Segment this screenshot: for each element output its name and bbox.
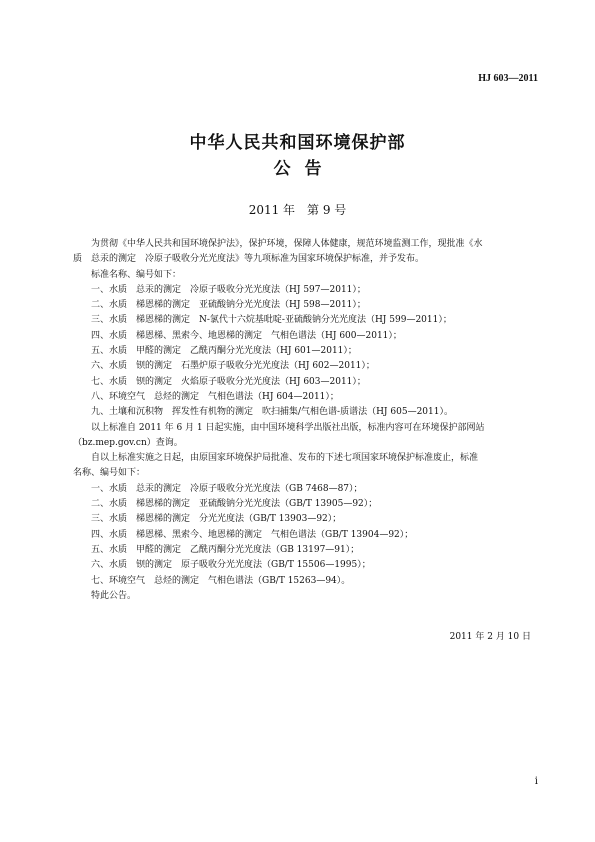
- list-item: 六、水质 钡的测定 石墨炉原子吸收分光光度法（HJ 602—2011）；: [91, 361, 375, 372]
- implementation-line: 以上标准自 2011 年 6 月 1 日起实施，由中国环境科学出版社出版，标准内容可在环境保护部网站: [91, 422, 485, 433]
- notice-body: [73, 237, 531, 604]
- closing-line: 特此公告。: [91, 590, 137, 601]
- abolished-standards-list: [73, 482, 531, 589]
- intro-line: 质 总汞的测定 冷原子吸收分光光度法》等九项标准为国家环境保护标准，并予发布。: [73, 254, 425, 265]
- list-item: 九、土壤和沉积物 挥发性有机物的测定 吹扫捕集/气相色谱-质谱法（HJ 605—2011）。: [91, 407, 453, 418]
- implementation-line: （bz.mep.gov.cn）查询。: [73, 437, 183, 448]
- list-item: 六、水质 钡的测定 原子吸收分光光度法（GB/T 15506—1995）；: [91, 560, 371, 571]
- list-item: 八、环境空气 总烃的测定 气相色谱法（HJ 604—2011）；: [91, 391, 339, 402]
- list-item: 四、水质 梯恩梯、黑索今、地恩梯的测定 气相色谱法（GB/T 13904—92）；: [91, 529, 414, 540]
- abolish-intro-line: 名称、编号如下：: [73, 468, 146, 479]
- new-standards-list: [73, 283, 531, 421]
- notice-heading: 公告: [273, 159, 336, 179]
- page-number: i: [534, 776, 538, 787]
- list-item: 五、水质 甲醛的测定 乙酰丙酮分光光度法（HJ 601—2011）；: [91, 346, 357, 357]
- notice-number: 2011 年 第 9 号: [248, 203, 347, 217]
- list-item: 七、环境空气 总烃的测定 气相色谱法（GB/T 15263—94）。: [91, 575, 351, 586]
- list-item: 五、水质 甲醛的测定 乙酰丙酮分光光度法（GB 13197—91）；: [91, 544, 360, 555]
- list-item: 二、水质 梯恩梯的测定 亚硫酸钠分光光度法（HJ 598—2011）；: [91, 300, 366, 311]
- intro-line: 标准名称、编号如下：: [91, 269, 182, 280]
- list-item: 七、水质 钡的测定 火焰原子吸收分光光度法（HJ 603—2011）；: [91, 376, 366, 387]
- list-item: 三、水质 梯恩梯的测定 N-氯代十六烷基吡啶-亚硫酸钠分光光度法（HJ 599—2011）；: [91, 315, 452, 326]
- issue-date: 2011 年 2 月 10 日: [449, 632, 531, 642]
- list-item: 一、水质 总汞的测定 冷原子吸收分光光度法（GB 7468—87）；: [91, 483, 363, 494]
- ministry-title: 中华人民共和国环境保护部: [189, 133, 406, 153]
- standard-code: HJ 603—2011: [478, 73, 538, 84]
- list-item: 一、水质 总汞的测定 冷原子吸收分光光度法（HJ 597—2011）；: [91, 284, 366, 295]
- list-item: 三、水质 梯恩梯的测定 分光光度法（GB/T 13903—92）；: [91, 514, 342, 525]
- list-item: 四、水质 梯恩梯、黑索今、地恩梯的测定 气相色谱法（HJ 600—2011）；: [91, 330, 402, 341]
- intro-line: 为贯彻《中华人民共和国环境保护法》，保护环境，保障人体健康，规范环境监测工作，现批准《水: [91, 239, 483, 249]
- abolish-intro-line: 自以上标准实施之日起，由原国家环境保护局批准、发布的下述七项国家环境保护标准废止，标准: [91, 453, 479, 464]
- list-item: 二、水质 梯恩梯的测定 亚硫酸钠分光光度法（GB/T 13905—92）；: [91, 499, 378, 510]
